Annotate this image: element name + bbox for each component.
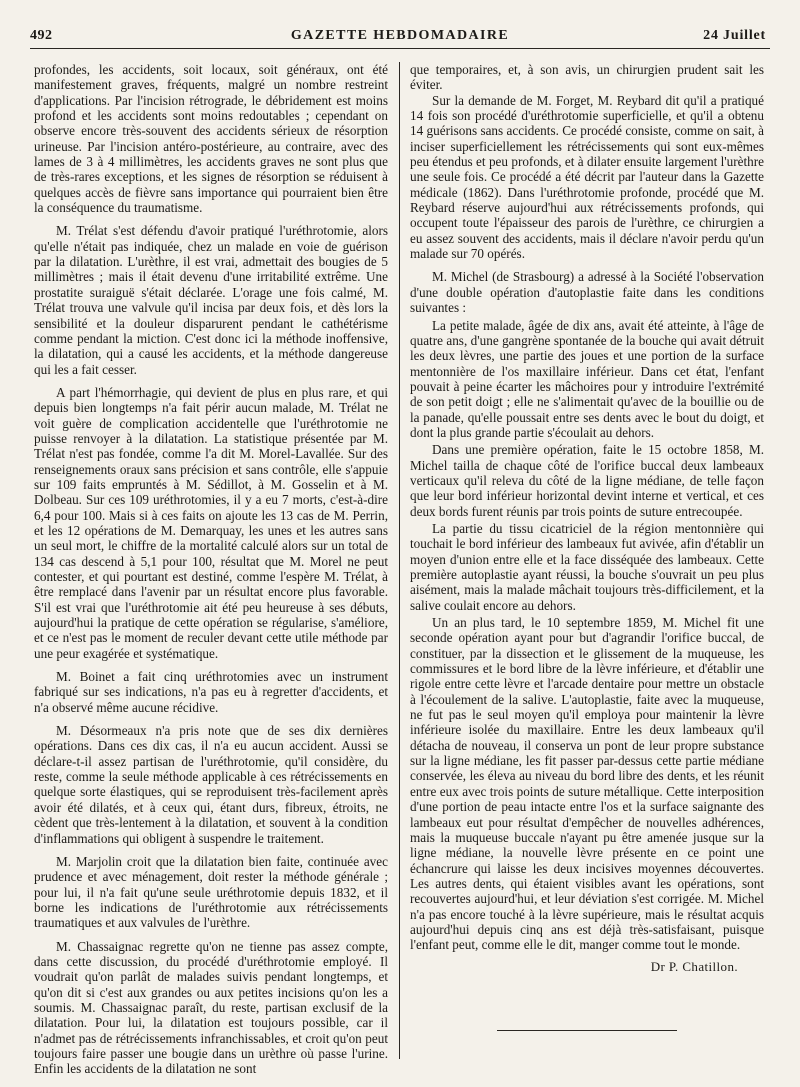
author-signature: Dr P. Chatillon. — [650, 958, 738, 974]
paragraph: A part l'hémorrhagie, qui devient de plus en plus rare, et qui depuis bien longtemps n'a fait périr aucun malade, M. Trélat ne voit guère de complication accidentelle que l'uréthrotomie ne puisse renvoyer à la dilatation. La statistique présentée par M. Trélat n'est pas fondée, comme l'a dit M. Morel-Lavallée. Sur des renseignements oraux sans précision et sans contrôle, elle s'appuie sur 109 faits empruntés à M. Sédillot, à M. Gosselin et à M. Dolbeau. Sur ces 109 uréthrotomies, il y a eu 7 morts, c'est-à-dire 6,4 pour 100. Mais si à ces faits on ajoute les 13 cas de M. Perrin, et les 12 opérations de M. Demarquay, les unes et les autres sans un seul mort, le chiffre de la mortalité calculé alors sur un total de 134 cas descend à 5,1 pour 100, résultat que M. Morel ne peut contester, et qui pourtant est destiné, comme l'espère M. Trélat, à être remplacé dans l'avenir par un résultat encore plus favorable. S'il est vrai que l'uréthrotomie ait été peu heureuse à ses débuts, aujourd'hui la pratique de cette opération se régularise, s'améliore, et ce n'est pas le moment de reculer devant cette utile méthode par une peur exagérée et systématique. — [34, 384, 388, 661]
left-column — [34, 62, 388, 1085]
paragraph: que temporaires, et, à son avis, un chirurgien prudent sait les éviter. — [410, 62, 764, 93]
paragraph: M. Boinet a fait cinq uréthrotomies avec un instrument fabriqué sur ses indications, n'a pas eu à regretter d'accidents, et n'a observé même aucune récidive. — [34, 669, 388, 715]
journal-title: GAZETTE HEBDOMADAIRE — [290, 28, 510, 43]
paragraph: M. Michel (de Strasbourg) a adressé à la Société l'observation d'une double opération d'autoplastie faite dans les conditions suivantes : — [410, 269, 764, 316]
column-divider — [399, 62, 400, 1059]
page-number: 492 — [30, 28, 53, 43]
paragraph: Dans une première opération, faite le 15 octobre 1858, M. Michel tailla de chaque côté de l'orifice buccal deux lambeaux verticaux qu'il releva du côté de la ligne médiane, de telle façon que leur bord inférieur horizontal devint interne et vertical, et ces deux bords furent réunis par trois points de suture entrecoupée. — [410, 442, 764, 519]
paragraph: La partie du tissu cicatriciel de la région mentonnière qui touchait le bord inférieur des lambeaux fut avivée, afin d'établir un moyen d'union entre elle et la face disséquée des lambeaux. Cette première autoplastie ayant réussi, la bouche s'ouvrait un peu plus aisément, mais la malade mâchait toujours très-difficilement, et la salive coulait encore au dehors. — [410, 520, 764, 613]
paragraph: La petite malade, âgée de dix ans, avait été atteinte, à l'âge de quatre ans, d'une gangrène spontanée de la bouche qui avait détruit les deux lèvres, une partie des joues et une portion de la surface mentonnière de l'os maxillaire inférieur. Dans cet état, l'enfant pouvait à peine écarter les mâchoires pour y introduire l'extrémité de son petit doigt ; elle ne s'alimentait qu'avec de la bouillie ou de la panade, qu'elle poussait entre ses dents avec le bout du doigt, et dont la plus grande partie s'écoulait au dehors. — [410, 317, 764, 440]
end-rule — [497, 1030, 677, 1031]
paragraph: Sur la demande de M. Forget, M. Reybard dit qu'il a pratiqué 14 fois son procédé d'uréthrotomie superficielle, et qu'il a obtenu 14 guérisons sans accidents. Ce procédé consiste, comme on sait, à inciser superficiellement les rétrécissements qui sont eux-mêmes peu étendus et peu profonds, et à dilater ensuite largement l'urèthre une seule fois. Ce procédé a été décrit par l'auteur dans la Gazette médicale (1862). Dans l'uréthrotomie profonde, procédé que M. Reybard réserve aujourd'hui aux rétrécissements profonds, qui occupent toute l'épaisseur des parois de l'urèthre, ce chirurgien a eu assez souvent des accidents, mais il déclare n'avoir perdu qu'un malade sur 70 opérés. — [410, 92, 764, 262]
paragraph: Un an plus tard, le 10 septembre 1859, M. Michel fit une seconde opération ayant pour but d'agrandir l'orifice buccal, de constituer, par la dissection et le glissement de la muqueuse, les commissures et le bord libre de la lèvre inférieure, et d'établir une rigole entre cette lèvre et l'arcade dentaire pour mettre un obstacle à l'écoulement de la salive. L'autoplastie, faite avec la muqueuse, ne fut pas le seul moyen qu'il employa pour maintenir la lèvre inférieure isolée du maxillaire. Entre les deux lambeaux qu'il détacha de nouveau, il conserva un pont de leur propre substance sur la ligne médiane, les fit passer par-dessus cette partie médiane conservée, les éleva au niveau du bord libre des dents, et les réunit entre eux avec trois points de suture métallique. Cette interposition d'une portion de peau intacte entre l'os et la surface saignante des lambeaux eut pour résultat d'empêcher de nouvelles adhérences, mais la muqueuse buccale n'ayant pu être amenée jusque sur la ligne médiane, la nouvelle lèvre présente en ce point une échancrure qui laisse les deux incisives moyennes découvertes. Les autres dents, qui étaient visibles avant les opérations, sont recouvertes aujourd'hui, et leur déviation s'est corrigée. M. Michel n'a pas encore touché à la lèvre supérieure, mais le résultat acquis aujourd'hui depuis cinq ans est déjà très-satisfaisant, puisque l'enfant peut, comme elle le dit, manger comme tout le monde. — [410, 615, 764, 953]
paragraph: M. Marjolin croit que la dilatation bien faite, continuée avec prudence et avec ménagement, doit rester la méthode générale ; pour lui, il n'a fait qu'une seule uréthrotomie depuis 1832, et il borne les indications de l'uréthrotomie aux rétrécissements traumatiques et aux valvules de l'urèthre. — [34, 853, 388, 931]
paragraph: M. Désormeaux n'a pris note que de ses dix dernières opérations. Dans ces dix cas, il n'a eu aucun accident. Aussi se déclare-t-il assez partisan de l'uréthrotomie, qu'il considère, du reste, comme la seule méthode applicable à ces rétrécissements en quelque sorte élastiques, qui se reproduisent très-facilement après avoir été dilatés, et à ceux qui, étant durs, fibreux, étroits, ne cèdent que très-lentement à la dilatation, et souvent à la condition d'inflammations qui obligent à suspendre le traitement. — [34, 723, 388, 846]
paragraph: M. Trélat s'est défendu d'avoir pratiqué l'uréthrotomie, alors qu'elle n'était pas indiquée, chez un malade en voie de guérison par la dilatation. L'urèthre, il est vrai, admettait des bougies de 5 millimètres ; mais il était devenu d'une irritabilité extrême. Une prostatite suraiguë s'était déclarée. L'orage une fois calmé, M. Trélat trouva une valvule qu'il incisa par deux fois, et dès lors la sensibilité et la douleur disparurent pendant le cathétérisme comme pendant la miction. C'est donc ici la méthode inoffensive, la dilatation, qui a causé les accidents, et la méthode dangereuse qui les a fait cesser. — [34, 223, 388, 377]
issue-date: 24 Juillet — [703, 28, 766, 43]
running-header — [30, 26, 770, 49]
right-column — [410, 62, 764, 1031]
paragraph: profondes, les accidents, soit locaux, soit généraux, ont été manifestement graves, fréquents, malgré un nombre restreint d'applications. Par l'incision rétrograde, le débridement est moins profond et les accidents sont moins redoutables ; cependant on observe encore très-souvent des accidents sérieux de résorption urineuse. Par l'incision antéro-postérieure, au contraire, avec des lames de 3 à 4 millimètres, les accidents graves ne sont plus que de très-rares exceptions, et les signes de résorption se réduisent à quelques accès de fièvre sans importance qui pourraient bien être la conséquence du traumatisme. — [34, 62, 388, 216]
paragraph: M. Chassaignac regrette qu'on ne tienne pas assez compte, dans cette discussion, du procédé d'uréthrotomie employé. Il voudrait qu'on parlât de malades suivis pendant longtemps, et qu'on dit si c'est aux grandes ou aux petites incisions qu'on les a soumis. M. Chassaignac paraît, du reste, partisan exclusif de la dilatation. Pour lui, la dilatation est toujours possible, car il n'admet pas de rétrécissements infranchissables, et croit qu'on peut toujours faire passer une bougie dans un urèthre où passe l'urine. Enfin les accidents de la dilatation ne sont — [34, 938, 388, 1077]
